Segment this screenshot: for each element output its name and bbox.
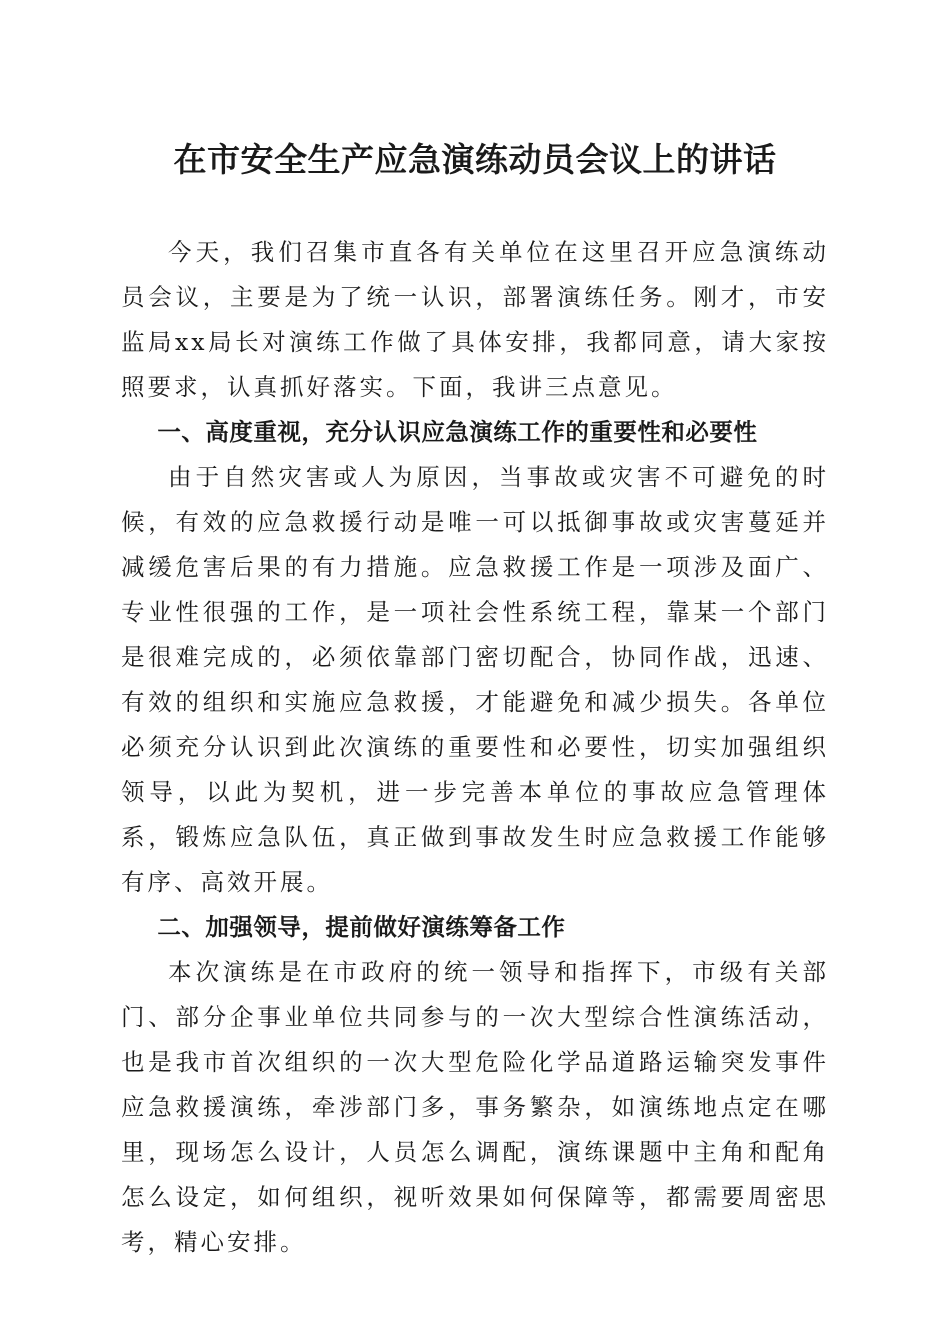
document-body xyxy=(121,230,829,1265)
section-1-heading: 一、高度重视，充分认识应急演练工作的重要性和必要性 xyxy=(157,418,758,446)
section-2-heading: 二、加强领导，提前做好演练筹备工作 xyxy=(157,913,566,941)
document-title: 在市安全生产应急演练动员会议上的讲话 xyxy=(173,140,777,179)
section-1-paragraph: 由于自然灾害或人为原因，当事故或灾害不可避免的时候，有效的应急救援行动是唯一可以抵御事故或灾害蔓延并减缓危害后果的有力措施。应急救援工作是一项涉及面广、专业性很强的工作，是一项社会性系统工程，靠某一个部门是很难完成的，必须依靠部门密切配合，协同作战，迅速、有效的组织和实施应急救援，才能避免和减少损失。各单位必须充分认识到此次演练的重要性和必要性，切实加强组织领导，以此为契机，进一步完善本单位的事故应急管理体系，锻炼应急队伍，真正做到事故发生时应急救援工作能够有序、高效开展。 xyxy=(121,463,829,896)
section-2-paragraph: 本次演练是在市政府的统一领导和指挥下，市级有关部门、部分企事业单位共同参与的一次大型综合性演练活动，也是我市首次组织的一次大型危险化学品道路运输突发事件应急救援演练，牵涉部门多，事务繁杂，如演练地点定在哪里，现场怎么设计，人员怎么调配，演练课题中主角和配角怎么设定，如何组织，视听效果如何保障等，都需要周密思考，精心安排。 xyxy=(121,958,829,1256)
intro-paragraph: 今天，我们召集市直各有关单位在这里召开应急演练动员会议，主要是为了统一认识，部署演练任务。刚才，市安监局xx局长对演练工作做了具体安排，我都同意，请大家按照要求，认真抓好落实。下面，我讲三点意见。 xyxy=(121,238,829,401)
